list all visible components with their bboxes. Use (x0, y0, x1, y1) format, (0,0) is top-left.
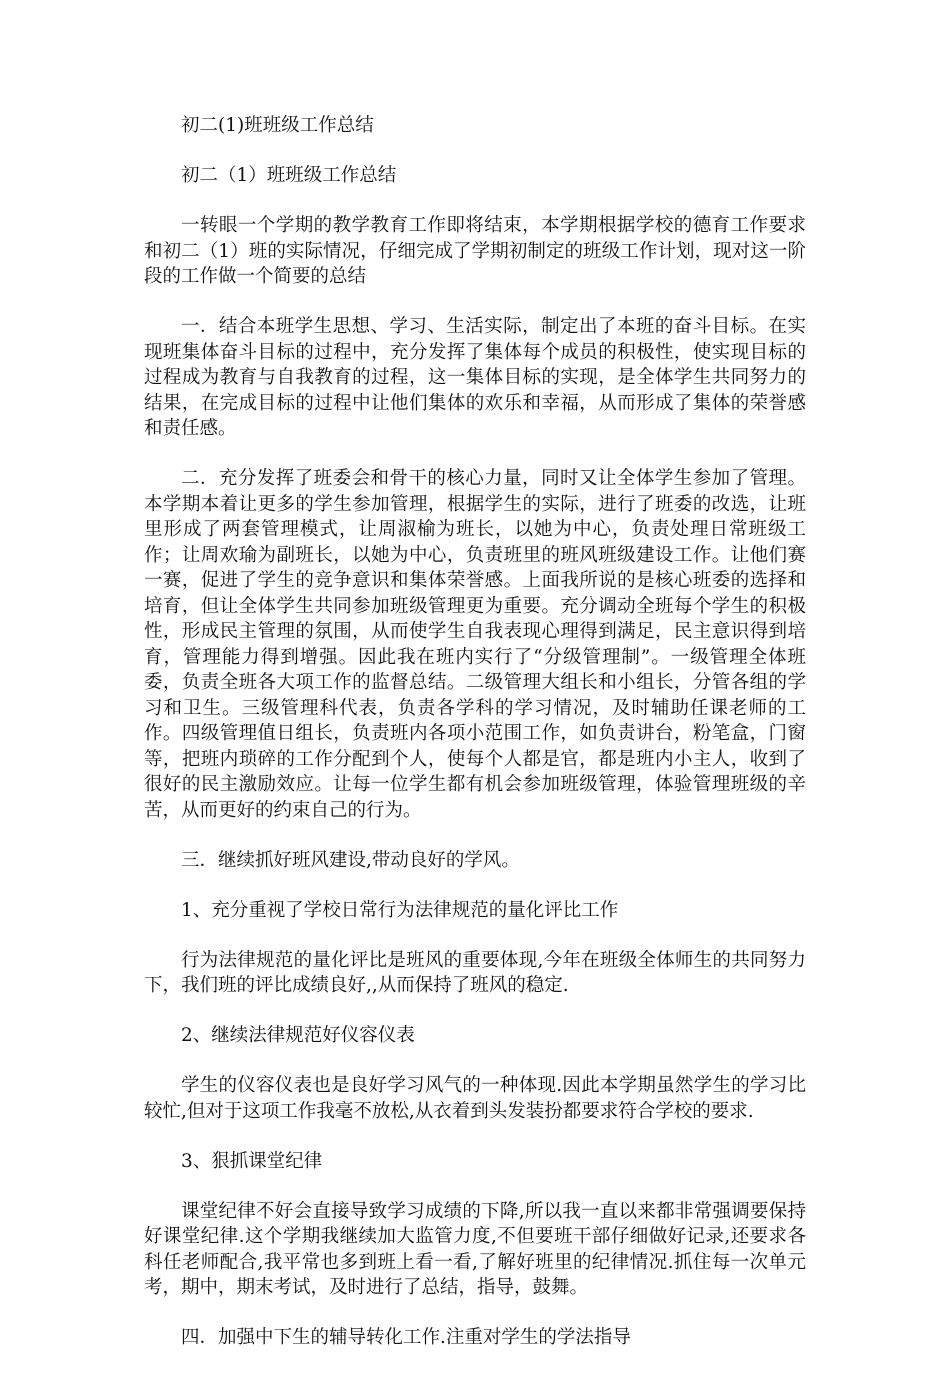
subsection-3-heading: 3、狠抓课堂纪律 (181, 1150, 323, 1172)
section-two-paragraph: 二．充分发挥了班委会和骨干的核心力量，同时又让全体学生参加了管理。本学期本着让更多的学生参加管理，根据学生的实际，进行了班委的改选，让班里形成了两套管理模式，让周淑榆为班长，以她为中心，负责处理日常班级工作；让周欢瑜为副班长，以她为中心，负责班里的班风班级建设工作。让他们赛一赛，促进了学生的竞争意识和集体荣誉感。上面我所说的是核心班委的选择和培育，但让全体学生共同参加班级管理更为重要。充分调动全班每个学生的积极性，形成民主管理的氛围，从而使学生自我表现心理得到满足，民主意识得到培育，管理能力得到增强。因此我在班内实行了“分级管理制”。一级管理全体班委，负责全班各大项工作的监督总结。二级管理大组长和小组长，分管各组的学习和卫生。三级管理科代表，负责各学科的学习情况，及时辅助任课老师的工作。四级管理值日组长，负责班内各项小范围工作，如负责讲台，粉笔盒，门窗等，把班内琐碎的工作分配到个人，使每个人都是官，都是班内小主人，收到了很好的民主激励效应。让每一位学生都有机会参加班级管理，体验管理班级的辛苦，从而更好的约束自己的行为。 (144, 468, 806, 821)
subsection-1-heading: 1、充分重视了学校日常行为法律规范的量化评比工作 (181, 899, 619, 921)
document-title: 初二(1)班班级工作总结 (181, 115, 374, 136)
document-subtitle: 初二（1）班班级工作总结 (181, 165, 397, 186)
document-body (144, 113, 806, 1375)
subsection-1-paragraph: 行为法律规范的量化评比是班风的重要体现,今年在班级全体师生的共同努力下，我们班的评比成绩良好,,从而保持了班风的稳定. (144, 949, 806, 996)
section-four-heading: 四．加强中下生的辅导转化工作.注重对学生的学法指导 (181, 1327, 631, 1348)
intro-paragraph: 一转眼一个学期的教学教育工作即将结束，本学期根据学校的德育工作要求和初二（1）班的实际情况，仔细完成了学期初制定的班级工作计划，现对这一阶段的工作做一个简要的总结 (144, 215, 806, 287)
subsection-2-heading: 2、继续法律规范好仪容仪表 (181, 1025, 415, 1046)
section-three-heading: 三．继续抓好班风建设,带动良好的学风。 (181, 849, 520, 871)
section-one-paragraph: 一．结合本班学生思想、学习、生活实际，制定出了本班的奋斗目标。在实现班集体奋斗目标的过程中，充分发挥了集体每个成员的积极性，使实现目标的过程成为教育与自我教育的过程，这一集体目标的实现，是全体学生共同努力的结果，在完成目标的过程中让他们集体的欢乐和幸福，从而形成了集体的荣誉感和责任感。 (144, 316, 806, 439)
subsection-2-paragraph: 学生的仪容仪表也是良好学习风气的一种体现.因此本学期虽然学生的学习比较忙,但对于这项工作我毫不放松,从衣着到头发装扮都要求符合学校的要求. (144, 1075, 806, 1122)
subsection-3-paragraph: 课堂纪律不好会直接导致学习成绩的下降,所以我一直以来都非常强调要保持好课堂纪律.这个学期我继续加大监管力度,不但要班干部仔细做好记录,还要求各科任老师配合,我平常也多到班上看一看,了解好班里的纪律情况.抓住每一次单元考，期中，期末考试，及时进行了总结，指导，鼓舞。 (144, 1200, 806, 1298)
